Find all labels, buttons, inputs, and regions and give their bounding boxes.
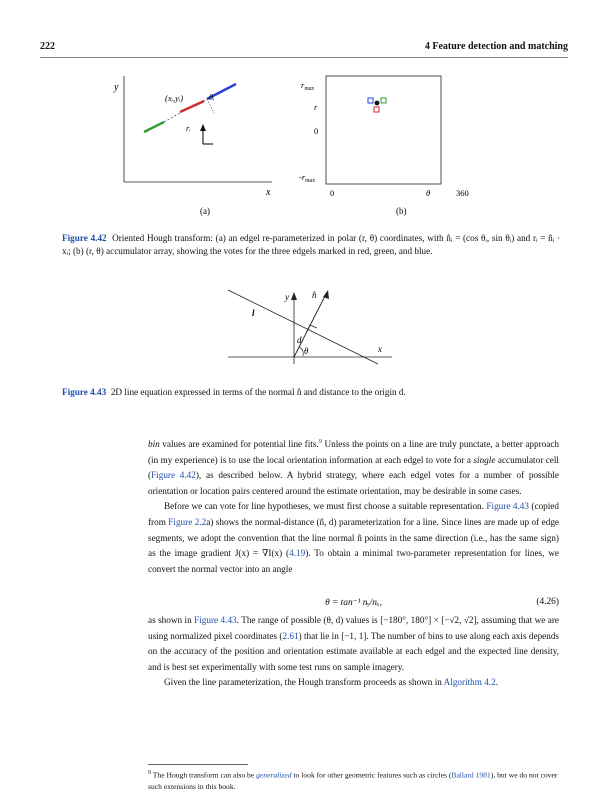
figure-4-43-label: Figure 4.43 [62, 387, 107, 397]
panel-a-sublabel: (a) [200, 206, 210, 216]
theta-zero-label: 0 [330, 188, 335, 198]
footnote-ref-9[interactable]: 9 [318, 438, 322, 445]
r-axis-label: r [314, 102, 318, 112]
panel-b [299, 76, 469, 216]
figure-4-42-label: Figure 4.42 [62, 233, 107, 243]
ref-algorithm-4-2[interactable]: Algorithm 4.2 [443, 677, 496, 688]
neg-r-max-label: $-r_{max}$ [299, 172, 316, 184]
theta-label: θ [304, 346, 309, 356]
ref-ballard-1981[interactable]: Ballard 1981 [451, 770, 491, 780]
ref-figure-4-42[interactable]: Figure 4.42 [151, 470, 196, 481]
ref-eq-2-61[interactable]: 2.61 [282, 630, 299, 641]
figure-4-42-caption-text: Oriented Hough transform: (a) an edgel re-parameterized in polar (r, θ) coordinates, with n̂ᵢ = (cos θᵢ, sin θᵢ) and rᵢ = n̂ᵢ · xᵢ; (b) (r, θ) accumulator array, showing the votes for the three edgels marked in red, green, and blue. [62, 233, 561, 257]
paragraph-1: bin values are examined for potential line fits.$^9$ Unless the points on a line are truly punctate, a better approach (in my experience) is to use the local orientation information at each edgel to vote for a single accumulator cell (Figure 4.42), as described below. A hybrid strategy, where each edgel votes for a number of possible orientation or location pairs centered around the estimate orientation, may be desirable in some cases. [148, 438, 560, 496]
chapter-title: 4 Feature detection and matching [424, 41, 568, 52]
page-number: 222 [40, 41, 55, 52]
figure-4-43 [0, 280, 614, 380]
theta-arc [299, 347, 303, 356]
figure-4-42-caption [62, 232, 560, 258]
figure-4-43-caption-text: 2D line equation expressed in terms of the normal n̂ and distance to the origin d. [110, 387, 406, 397]
paragraph-3: as shown in Figure 4.43. The range of possible (θ, d) values is [−180°, 180°] × [−√2, √2], assuming that we are using normalized pixel coordinates (2.61) that lie in [−1, 1]. The number of bins to use along each axis depends on the accuracy of the position and orientation estimate available at each edgel and the expected line density, and is best set experimentally with some test runs on sample imagery. [148, 615, 560, 672]
r-label: rᵢ [186, 123, 191, 133]
paragraph-4: Given the line parameterization, the Hough transform proceeds as shown in Algorithm 4.2. [164, 677, 498, 688]
ref-eq-4-19[interactable]: 4.19 [289, 548, 306, 559]
green-vote [381, 98, 386, 103]
edgel-dash-line [164, 113, 180, 122]
axis-x-label: x [266, 187, 271, 198]
axis-y-label: y [285, 292, 289, 302]
equation-4-26 [148, 597, 559, 611]
right-angle-mark [306, 325, 317, 333]
theta-axis-label: θ [426, 188, 431, 198]
green-edgel [144, 122, 164, 132]
footnote-9: $^9$ The Hough transform can also be generalized to look for other geometric features such as circles (Ballard 1981), but we do not cover such extensions in this book. [148, 770, 558, 791]
paragraph-2: Before we can vote for line hypotheses, we must first choose a suitable representation. Figure 4.43 (copied from Figure 2.2a) shows the normal-distance (n̂, d) parameterization for a line. Since lines are made up of edge segments, we adopt the convention that the line normal n̂ points in the same direction (i.e., has the same sign) as the image gradient J(x) = ∇I(x) (4.19). To obtain a minimal two-parameter representation for lines, we convert the normal vector into an angle [148, 501, 559, 574]
panel-b-sublabel: (b) [396, 206, 407, 216]
axis-y-arrowhead [291, 292, 297, 300]
body-text-lower [148, 613, 559, 691]
equation-body: θ = tan⁻¹ nᵧ/nₓ, [325, 598, 382, 608]
figure-4-42 [0, 0, 614, 225]
origin-y-arrowhead [200, 124, 206, 131]
red-vote [374, 107, 379, 112]
theta-label: θᵢ [209, 92, 215, 102]
r-zero-label: 0 [314, 126, 319, 136]
link-generalized[interactable]: generalized [256, 770, 292, 780]
red-edgel [180, 101, 204, 112]
footnote-rule [148, 764, 248, 765]
axis-x-label: x [378, 344, 382, 354]
ref-figure-4-43[interactable]: Figure 4.43 [486, 501, 529, 512]
line-l-label: l [252, 308, 255, 318]
axis-y-label: y [114, 82, 119, 93]
peak-vote [375, 101, 380, 106]
point-label: (xᵢ,yᵢ) [165, 93, 184, 103]
r-max-label: $r_{max}$ [301, 80, 315, 92]
body-text-upper [148, 434, 559, 577]
figure-4-43-caption [62, 386, 560, 399]
equation-number: (4.26) [536, 597, 559, 607]
panel-a [113, 76, 272, 216]
normal-label: n̂ [312, 290, 317, 300]
ref-figure-4-43-b[interactable]: Figure 4.43 [194, 615, 237, 625]
theta-360-label: 360 [456, 188, 469, 198]
blue-vote [368, 98, 373, 103]
ref-figure-2-2[interactable]: Figure 2.2 [168, 517, 207, 528]
accumulator-box [326, 76, 441, 184]
distance-label: d [297, 335, 302, 345]
